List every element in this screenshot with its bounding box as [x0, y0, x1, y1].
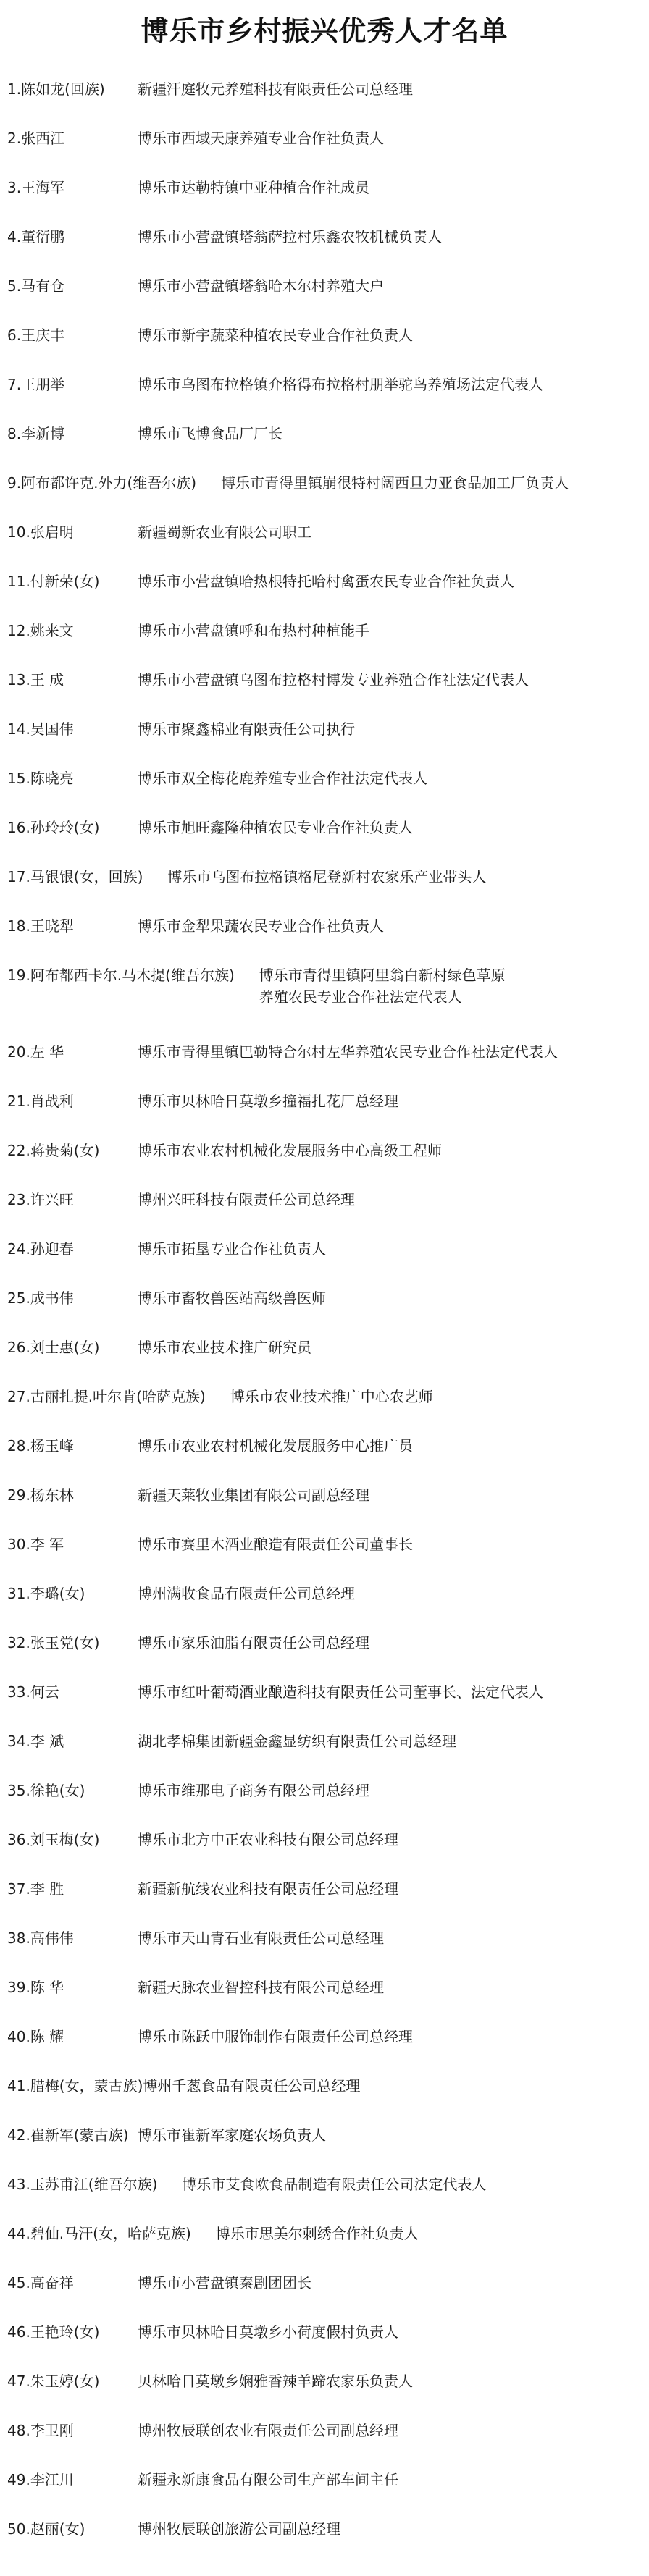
affiliation: 新疆新航线农业科技有限责任公司总经理: [138, 1880, 398, 1898]
affiliation: 博乐市小营盘镇哈热根特托哈村禽蛋农民专业合作社负责人: [138, 573, 514, 590]
affiliation: 博乐市小营盘镇乌图布拉格村博发专业养殖合作社法定代表人: [138, 671, 529, 689]
list-item: [7, 1681, 642, 1730]
affiliation: 博乐市农业农村机械化发展服务中心推广员: [138, 1437, 413, 1455]
list-item: [7, 767, 642, 817]
list-item: [7, 78, 642, 127]
affiliation: 博乐市金犁果蔬农民专业合作社负责人: [138, 917, 384, 935]
affiliation: 贝林哈日莫墩乡娴雅香辣羊蹄农家乐负责人: [138, 2373, 413, 2390]
affiliation: 博乐市崔新军家庭农场负责人: [138, 2126, 326, 2144]
entry-number: 38.: [7, 1929, 30, 1947]
person-name: 左 华: [30, 1043, 64, 1061]
person: [7, 964, 235, 986]
entry-number: 36.: [7, 1831, 30, 1848]
affiliation: 博乐市西域天康养殖专业合作社负责人: [138, 130, 384, 147]
person-name: 刘士惠(女): [30, 1339, 100, 1356]
entry-number: 27.: [7, 1388, 30, 1405]
entry-number: 17.: [7, 868, 30, 885]
list-item: [7, 1927, 642, 1977]
affiliation: 博乐市小营盘镇塔翁哈木尔村养殖大户: [138, 277, 384, 295]
affiliation: 新疆永新康食品有限公司生产部车间主任: [138, 2471, 398, 2488]
person: [7, 127, 138, 149]
person: [7, 1780, 138, 1801]
person-name: 肖战利: [30, 1093, 74, 1110]
affiliation: 博乐市小营盘镇秦剧团团长: [138, 2274, 311, 2291]
affiliation: 博州兴旺科技有限责任公司总经理: [138, 1191, 355, 1208]
person-name: 成书伟: [30, 1289, 74, 1307]
affiliation: 博乐市小营盘镇呼和布热村种植能手: [138, 622, 369, 639]
person-name: 崔新军(蒙古族): [30, 2126, 129, 2144]
person: [7, 2272, 138, 2294]
list-item: [7, 226, 642, 275]
list-item: [7, 1878, 642, 1927]
entry-number: 9.: [7, 474, 22, 492]
entry-number: 39.: [7, 1979, 30, 1996]
entry-number: 50.: [7, 2520, 30, 2538]
person: [7, 521, 138, 543]
list-item: [7, 915, 642, 964]
person: [7, 1484, 138, 1506]
person: [7, 1632, 138, 1654]
entry-number: 4.: [7, 228, 22, 245]
person-name: 徐艳(女): [30, 1782, 85, 1799]
person: [7, 1041, 138, 1063]
affiliation: 博乐市青得里镇崩很特村阔西旦力亚食品加工厂负责人: [221, 474, 569, 492]
person: [7, 767, 138, 789]
entry-number: 22.: [7, 1142, 30, 1159]
entry-number: 11.: [7, 573, 30, 590]
list-item: [7, 177, 642, 226]
entry-number: 25.: [7, 1289, 30, 1307]
person-name: 孙玲玲(女): [30, 819, 100, 836]
person-name: 陈晓亮: [30, 770, 74, 787]
affiliation: 博乐市赛里木酒业酿造有限责任公司董事长: [138, 1536, 413, 1553]
person-name: 张西江: [21, 130, 65, 147]
person: [7, 1189, 138, 1211]
person-name: 古丽扎提.叶尔肯(哈萨克族): [30, 1388, 206, 1405]
person-name: 李 胜: [30, 1880, 64, 1898]
person: [7, 2223, 191, 2244]
person: [7, 1878, 138, 1900]
affiliation: 博州牧辰联创旅游公司副总经理: [138, 2520, 340, 2538]
person: [7, 1927, 138, 1949]
entry-number: 44.: [7, 2225, 30, 2242]
affiliation: 湖北孝棉集团新疆金鑫显纺织有限责任公司总经理: [138, 1733, 456, 1750]
person: [7, 620, 138, 641]
affiliation: 博乐市畜牧兽医站高级兽医师: [138, 1289, 326, 1307]
person-name: 杨东林: [30, 1486, 74, 1504]
person: [7, 472, 196, 494]
list-item: [7, 472, 642, 521]
person-name: 陈如龙(回族): [21, 80, 105, 98]
person-name: 何云: [30, 1683, 59, 1701]
entry-number: 49.: [7, 2471, 30, 2488]
person-name: 张玉党(女): [30, 1634, 100, 1651]
affiliation: 博乐市达勒特镇中亚种植合作社成员: [138, 179, 369, 196]
affiliation: 博乐市乌图布拉格镇介格得布拉格村朋举驼鸟养殖场法定代表人: [138, 376, 543, 393]
person-name: 许兴旺: [30, 1191, 74, 1208]
list-item: [7, 127, 642, 177]
list-item: [7, 2370, 642, 2420]
person-name: 姚来文: [30, 622, 74, 639]
entry-number: 24.: [7, 1240, 30, 1258]
list-item: [7, 1189, 642, 1238]
affiliation: 博州千葱食品有限责任公司总经理: [143, 2077, 361, 2095]
entry-number: 42.: [7, 2126, 30, 2144]
entry-number: 12.: [7, 622, 30, 639]
affiliation: 博乐市农业技术推广中心农艺师: [230, 1388, 433, 1405]
affiliation: 博乐市艾食欧食品制造有限责任公司法定代表人: [182, 2176, 487, 2193]
list-item: [7, 1583, 642, 1632]
list-item: [7, 521, 642, 571]
affiliation: 新疆蜀新农业有限公司职工: [138, 523, 311, 541]
person: [7, 1977, 138, 1998]
person-name: 朱玉婷(女): [30, 2373, 100, 2390]
person-name: 董衍鹏: [21, 228, 65, 245]
list-item: [7, 1435, 642, 1484]
person: [7, 2026, 138, 2047]
person: [7, 2075, 143, 2097]
person: [7, 2124, 138, 2146]
affiliation: 博州满收食品有限责任公司总经理: [138, 1585, 355, 1602]
list-item: [7, 2518, 642, 2567]
person: [7, 226, 138, 248]
person-name: 王晓犁: [30, 917, 74, 935]
person: [7, 2469, 138, 2491]
entry-number: 23.: [7, 1191, 30, 1208]
person: [7, 374, 138, 395]
entry-number: 30.: [7, 1536, 30, 1553]
person: [7, 2370, 138, 2392]
affiliation: 博乐市青得里镇阿里翁白新村绿色草原 养殖农民专业合作社法定代表人: [259, 967, 506, 1006]
person-name: 碧仙.马汗(女，哈萨克族): [30, 2225, 191, 2242]
person-name: 孙迎春: [30, 1240, 74, 1258]
list-item: [7, 1632, 642, 1681]
affiliation: 博乐市小营盘镇塔翁萨拉村乐鑫农牧机械负责人: [138, 228, 442, 245]
person-name: 阿布都西卡尔.马木提(维吾尔族): [30, 967, 235, 984]
person: [7, 177, 138, 198]
list-item: [7, 2026, 642, 2075]
person: [7, 1533, 138, 1555]
person: [7, 1337, 138, 1358]
entry-number: 14.: [7, 720, 30, 738]
person-name: 陈 耀: [30, 2028, 64, 2045]
person-name: 高奋祥: [30, 2274, 74, 2291]
list-item: [7, 2321, 642, 2370]
list-item: [7, 423, 642, 472]
affiliation: 博乐市农业农村机械化发展服务中心高级工程师: [138, 1142, 442, 1159]
list-item: [7, 2124, 642, 2173]
person: [7, 275, 138, 297]
list-item: [7, 1484, 642, 1533]
list-item: [7, 718, 642, 767]
list-item: [7, 1829, 642, 1878]
entry-number: 18.: [7, 917, 30, 935]
entry-number: 46.: [7, 2323, 30, 2341]
list-item: [7, 2075, 642, 2124]
entry-number: 1.: [7, 80, 22, 98]
affiliation: 新疆汗庭牧元养殖科技有限责任公司总经理: [138, 80, 413, 98]
list-item: [7, 620, 642, 669]
list-item: [7, 1533, 642, 1583]
affiliation: 博乐市新宇蔬菜种植农民专业合作社负责人: [138, 327, 413, 344]
person-name: 李卫刚: [30, 2422, 74, 2439]
entry-number: 33.: [7, 1683, 30, 1701]
list-item: [7, 1337, 642, 1386]
affiliation: 博乐市乌图布拉格镇格尼登新村农家乐产业带头人: [167, 868, 487, 885]
affiliation: 博乐市旭旺鑫隆种植农民专业合作社负责人: [138, 819, 413, 836]
person-name: 阿布都许克.外力(维吾尔族): [21, 474, 197, 492]
person: [7, 423, 138, 445]
person: [7, 1829, 138, 1851]
list-item: [7, 1977, 642, 2026]
list-item: [7, 2223, 642, 2272]
affiliation: 博乐市青得里镇巴勒特合尔村左华养殖农民专业合作社法定代表人: [138, 1043, 558, 1061]
list-item: [7, 324, 642, 374]
entry-number: 48.: [7, 2422, 30, 2439]
affiliation: 博乐市思美尔刺绣合作社负责人: [215, 2225, 419, 2242]
person: [7, 866, 143, 888]
affiliation: 博乐市陈跃中服饰制作有限责任公司总经理: [138, 2028, 413, 2045]
person: [7, 571, 138, 592]
list-item: [7, 1386, 642, 1435]
person: [7, 1583, 138, 1604]
person: [7, 1386, 206, 1407]
affiliation: 博乐市贝林哈日莫墩乡撞福扎花厂总经理: [138, 1093, 398, 1110]
list-item: [7, 2173, 642, 2223]
person-name: 腊梅(女，蒙古族): [30, 2077, 143, 2095]
page-title: 博乐市乡村振兴优秀人才名单: [141, 15, 508, 47]
entry-number: 8.: [7, 425, 22, 442]
person: [7, 324, 138, 346]
person: [7, 1140, 138, 1161]
list-item: [7, 2469, 642, 2518]
affiliation: 博乐市双全梅花鹿养殖专业合作社法定代表人: [138, 770, 427, 787]
affiliation: 博乐市聚鑫棉业有限责任公司执行: [138, 720, 355, 738]
person-name: 王庆丰: [21, 327, 65, 344]
person: [7, 2420, 138, 2441]
person: [7, 2173, 157, 2195]
list-item: [7, 866, 642, 915]
list-item: [7, 1780, 642, 1829]
person-name: 王朋举: [21, 376, 65, 393]
person-name: 杨玉峰: [30, 1437, 74, 1455]
person-name: 玉苏甫江(维吾尔族): [30, 2176, 158, 2193]
list-item: [7, 2272, 642, 2321]
entry-number: 2.: [7, 130, 22, 147]
list-item: [7, 1041, 642, 1090]
person: [7, 1730, 138, 1752]
person: [7, 1287, 138, 1309]
list-item: [7, 1238, 642, 1287]
entry-number: 35.: [7, 1782, 30, 1799]
affiliation: 新疆天脉农业智控科技有限公司总经理: [138, 1979, 384, 1996]
entry-number: 41.: [7, 2077, 30, 2095]
entry-number: 31.: [7, 1585, 30, 1602]
person-name: 陈 华: [30, 1979, 64, 1996]
entry-number: 29.: [7, 1486, 30, 1504]
entry-number: 13.: [7, 671, 30, 689]
person-name: 张启明: [30, 523, 74, 541]
person-name: 王艳玲(女): [30, 2323, 100, 2341]
person: [7, 1681, 138, 1703]
affiliation: 博乐市拓垦专业合作社负责人: [138, 1240, 326, 1258]
entry-number: 43.: [7, 2176, 30, 2193]
entry-number: 7.: [7, 376, 22, 393]
person-name: 王 成: [30, 671, 64, 689]
affiliation: 博乐市贝林哈日莫墩乡小荷度假村负责人: [138, 2323, 398, 2341]
affiliation: 博乐市北方中正农业科技有限公司总经理: [138, 1831, 398, 1848]
affiliation: 新疆天莱牧业集团有限公司副总经理: [138, 1486, 369, 1504]
entry-number: 45.: [7, 2274, 30, 2291]
person-name: 李 斌: [30, 1733, 64, 1750]
person-name: 赵丽(女): [30, 2520, 85, 2538]
entry-number: 26.: [7, 1339, 30, 1356]
person-name: 王海军: [21, 179, 65, 196]
list-item: [7, 964, 642, 1041]
person: [7, 2518, 138, 2540]
list-item: [7, 2420, 642, 2469]
person-name: 付新荣(女): [30, 573, 100, 590]
affiliation: 博乐市农业技术推广研究员: [138, 1339, 311, 1356]
person: [7, 78, 138, 100]
affiliation: 博乐市红叶葡萄酒业酿造科技有限责任公司董事长、法定代表人: [138, 1683, 543, 1701]
list-item: [7, 1287, 642, 1337]
entry-number: 5.: [7, 277, 22, 295]
person: [7, 1090, 138, 1112]
entry-number: 28.: [7, 1437, 30, 1455]
list-item: [7, 374, 642, 423]
affiliation: 博乐市家乐油脂有限责任公司总经理: [138, 1634, 369, 1651]
affiliation: 博乐市天山青石业有限责任公司总经理: [138, 1929, 384, 1947]
person-name: 蒋贵菊(女): [30, 1142, 100, 1159]
entry-number: 47.: [7, 2373, 30, 2390]
list-item: [7, 817, 642, 866]
person-name: 马有仓: [21, 277, 65, 295]
affiliation: 博乐市维那电子商务有限公司总经理: [138, 1782, 369, 1799]
entry-number: 3.: [7, 179, 22, 196]
entry-number: 21.: [7, 1093, 30, 1110]
entry-number: 34.: [7, 1733, 30, 1750]
entry-number: 15.: [7, 770, 30, 787]
entry-number: 10.: [7, 523, 30, 541]
entry-number: 40.: [7, 2028, 30, 2045]
entry-number: 32.: [7, 1634, 30, 1651]
list-item: [7, 1730, 642, 1780]
talent-list: [7, 78, 642, 2567]
affiliation: 博州牧辰联创农业有限责任公司副总经理: [138, 2422, 398, 2439]
person: [7, 669, 138, 691]
person-name: 李江川: [30, 2471, 74, 2488]
list-item: [7, 1090, 642, 1140]
person: [7, 2321, 138, 2343]
person-name: 高伟伟: [30, 1929, 74, 1947]
entry-number: 6.: [7, 327, 22, 344]
affiliation: 博乐市飞博食品厂厂长: [138, 425, 282, 442]
list-item: [7, 571, 642, 620]
person: [7, 915, 138, 937]
person-name: 刘玉梅(女): [30, 1831, 100, 1848]
list-item: [7, 669, 642, 718]
list-item: [7, 1140, 642, 1189]
entry-number: 16.: [7, 819, 30, 836]
person-name: 李璐(女): [30, 1585, 85, 1602]
person-name: 李 军: [30, 1536, 64, 1553]
entry-number: 19.: [7, 967, 30, 984]
entry-number: 37.: [7, 1880, 30, 1898]
person-name: 马银银(女，回族): [30, 868, 143, 885]
person: [7, 718, 138, 740]
person-name: 吴国伟: [30, 720, 74, 738]
entry-number: 20.: [7, 1043, 30, 1061]
list-item: [7, 275, 642, 324]
person: [7, 1435, 138, 1457]
person: [7, 1238, 138, 1260]
person: [7, 817, 138, 838]
person-name: 李新博: [21, 425, 65, 442]
